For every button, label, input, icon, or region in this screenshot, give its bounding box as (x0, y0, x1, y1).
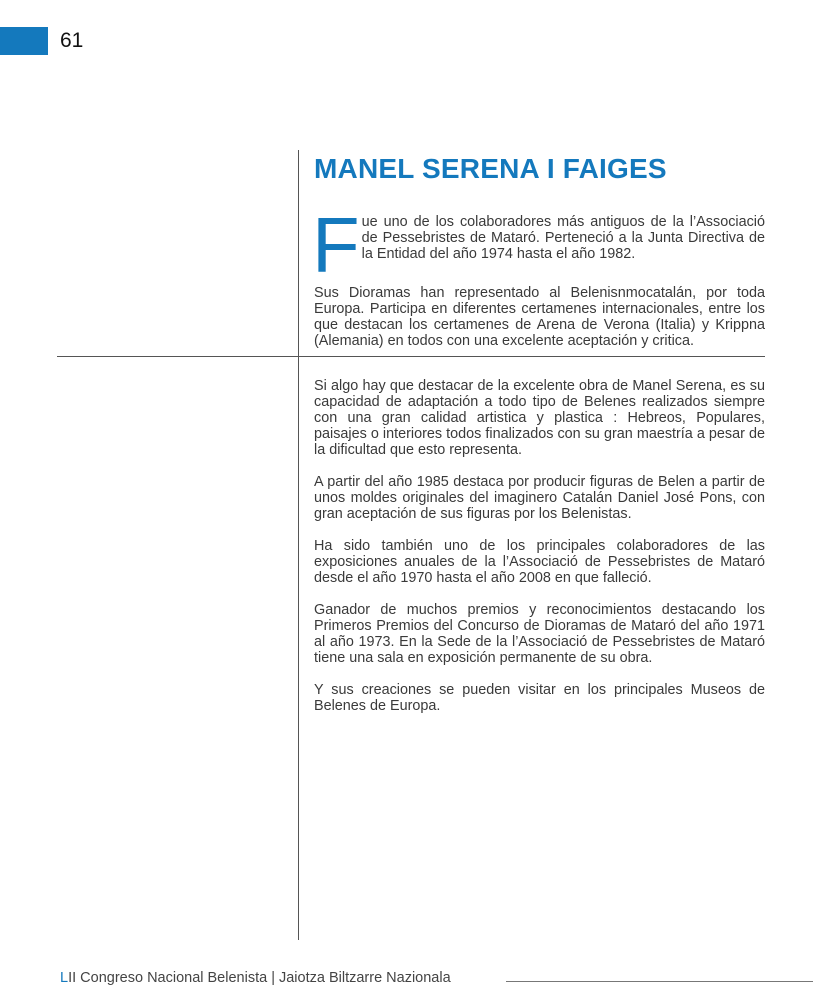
footer-accent-letter: L (60, 970, 69, 986)
body-paragraph-3: Ha sido también uno de los principales colaboradores de las exposiciones anuales de la l’Associació de Pessebristes de Mataró desde el año 1970 hasta el año 2008 en que falleció. (314, 538, 765, 586)
article-body (314, 378, 765, 714)
footer-caption (60, 970, 451, 986)
footer-text: II Congreso Nacional Belenista | Jaiotza Biltzarre Nazionala (68, 970, 451, 986)
body-paragraph-2: A partir del año 1985 destaca por producir figuras de Belen a partir de unos moldes originales del imaginero Catalán Daniel José Pons, con gran aceptación de sus figuras por los Belenistas. (314, 474, 765, 522)
body-paragraph-1: Si algo hay que destacar de la excelente obra de Manel Serena, es su capacidad de adaptación a todo tipo de Belenes realizados siempre con una gran calidad artistica y plastica : Hebreos, Populares, paisajes o interiores todos finalizados con su gran maestría a pesar de la dificultad que esto representa. (314, 378, 765, 458)
body-paragraph-4: Ganador de muchos premios y reconocimientos destacando los Primeros Premios del Concurso de Dioramas de Mataró del año 1971 al año 1973. En la Sede de la l’Associació de Pessebristes de Mataró tiene una sala en exposición permanente de su obra. (314, 602, 765, 666)
vertical-divider (298, 150, 299, 940)
footer-rule (506, 981, 813, 982)
intro-paragraph-2: Sus Dioramas han representado al Belenisnmocatalán, por toda Europa. Participa en diferentes certamenes internacionales, entre los que destacan los certamenes de Arena de Verona (Italia) y Krippna (Alemania) en todos con una excelente aceptación y critica. (314, 285, 765, 349)
page-tab-marker (0, 27, 48, 55)
page-number: 61 (60, 29, 84, 52)
body-paragraph-5: Y sus creaciones se pueden visitar en los principales Museos de Belenes de Europa. (314, 682, 765, 714)
drop-cap: F (312, 201, 360, 289)
horizontal-divider (57, 356, 765, 357)
article-title: MANEL SERENA I FAIGES (314, 153, 667, 184)
intro-section (312, 201, 765, 349)
intro-paragraph-1: ue uno de los colaboradores más antiguos de la l’Associació de Pessebristes de Mataró. Perteneció a la Junta Directiva de la Entidad del año 1974 hasta el año 1982. (361, 214, 765, 262)
